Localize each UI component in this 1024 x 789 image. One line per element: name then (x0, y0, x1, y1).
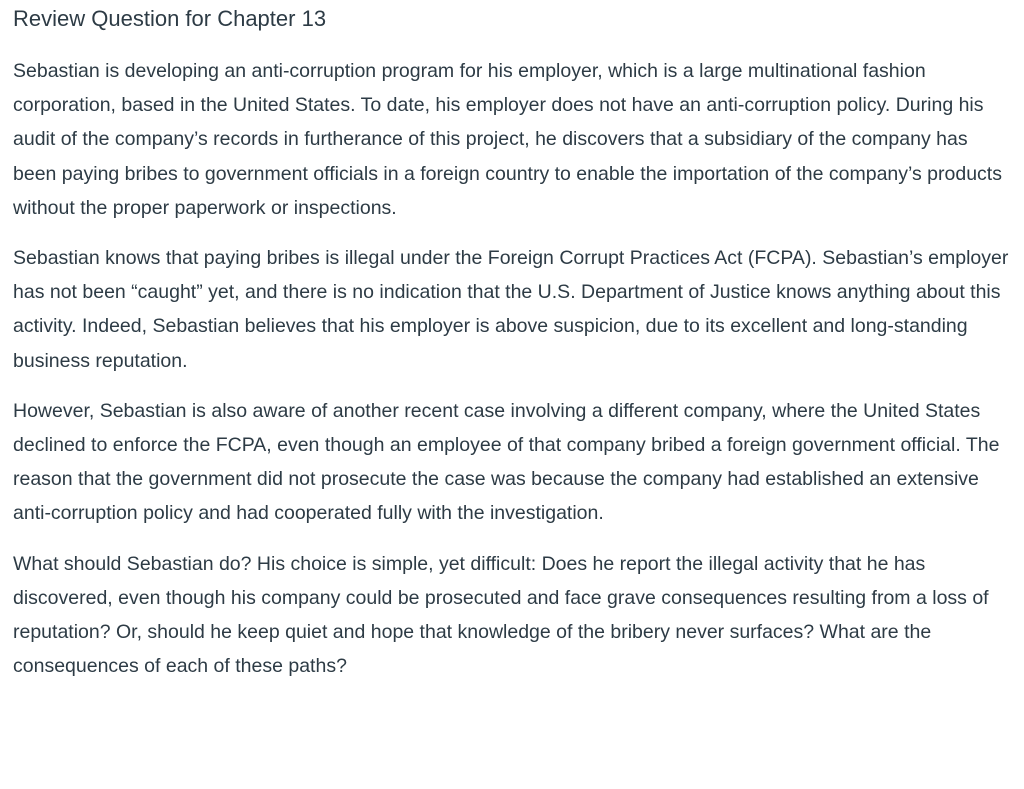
paragraph-fcpa: Sebastian knows that paying bribes is illegal under the Foreign Corrupt Practices Act (FCPA). Sebastian’s employer has not been “caught” yet, and there is no indication that the U.S. Department of Justice knows anything about this activity. Indeed, Sebastian believes that his employer is above suspicion, due to its excellent and long-standing business reputation. (13, 247, 1009, 372)
page-title: Review Question for Chapter 13 (13, 6, 327, 31)
paragraph-scenario: Sebastian is developing an anti-corruption program for his employer, which is a large multinational fashion corporation, based in the United States. To date, his employer does not have an anti-corruption policy. During his audit of the company’s records in furtherance of this project, he discovers that a subsidiary of the company has been paying bribes to government officials in a foreign country to enable the importation of the company’s products without the proper paperwork or inspections. (13, 60, 1002, 219)
paragraph-question: What should Sebastian do? His choice is simple, yet difficult: Does he report the illegal activity that he has discovered, even though his company could be prosecuted and face grave consequences resulting from a loss of reputation? Or, should he keep quiet and hope that knowledge of the bribery never surfaces? What are the consequences of each of these paths? (13, 552, 989, 678)
paragraph-precedent: However, Sebastian is also aware of another recent case involving a different company, where the United States declined to enforce the FCPA, even though an employee of that company bribed a foreign government official. The reason that the government did not prosecute the case was because the company had established an extensive anti-corruption policy and had cooperated fully with the investigation. (13, 399, 1000, 525)
